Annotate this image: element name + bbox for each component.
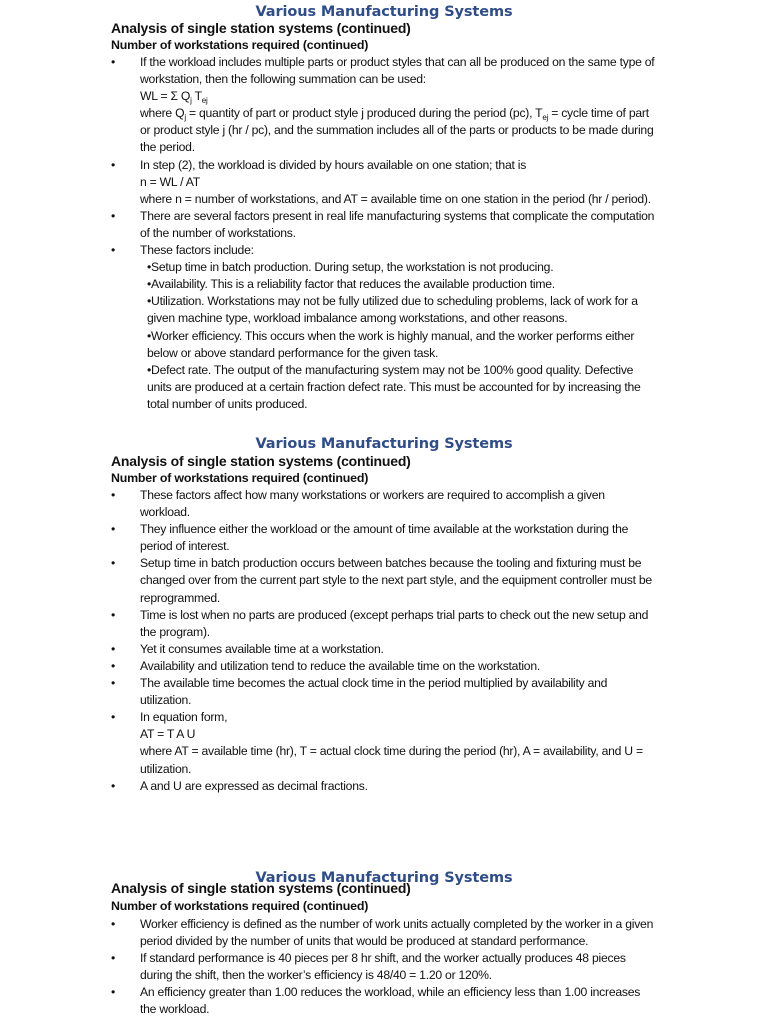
- bullet-icon: •: [111, 556, 116, 571]
- list-item: [111, 157, 671, 208]
- text-line: utilization.: [140, 761, 192, 776]
- text-line: changed over from the current part style to the next part style, and the equipment controller must be: [140, 573, 652, 588]
- list-item: [111, 607, 671, 641]
- text-line: They influence either the workload or the amount of time available at the workstation during the: [140, 522, 629, 537]
- text-line: during the shift, then the worker’s efficiency is 48/40 = 1.20 or 120%.: [140, 968, 492, 983]
- bullet-list: [111, 916, 671, 1019]
- text-line: AT = T A U: [140, 727, 196, 742]
- bullet-icon: •: [111, 985, 116, 1000]
- bullet-list: [111, 487, 671, 795]
- list-item: [111, 916, 671, 950]
- bullet-icon: •: [111, 208, 116, 223]
- factor-item: [140, 293, 671, 327]
- workload-formula: WL = Σ $Q_j$ $T_{ej}$: [140, 89, 208, 106]
- text-line: period divided by the number of units that would be produced at standard performance.: [140, 934, 589, 949]
- text-line: where AT = available time (hr), T = actual clock time during the period (hr), A = availability, and U =: [140, 744, 643, 759]
- text-line: •Setup time in batch production. During setup, the workstation is not producing.: [147, 260, 554, 275]
- text-line: Setup time in batch production occurs between batches because the tooling and fixturing must be: [140, 556, 642, 571]
- list-item: [111, 641, 671, 658]
- text-line: total number of units produced.: [147, 396, 308, 411]
- bullet-icon: •: [111, 522, 116, 537]
- text-line: utilization.: [140, 693, 192, 708]
- text-line: These factors include:: [140, 243, 254, 258]
- text-line: •Defect rate. The output of the manufacturing system may not be 100% good quality. Defective: [147, 362, 634, 377]
- slide-title: Various Manufacturing Systems: [255, 4, 513, 20]
- bullet-icon: •: [111, 641, 116, 656]
- list-item: [111, 555, 671, 606]
- text-line: below or above standard performance for the given task.: [147, 345, 439, 360]
- text-line: Worker efficiency is defined as the number of work units actually completed by the worker in a given: [140, 917, 654, 931]
- text-line: In step (2), the workload is divided by hours available on one station; that is: [140, 157, 527, 172]
- section-heading: Analysis of single station systems (continued): [111, 453, 411, 469]
- text-line: An efficiency greater than 1.00 reduces the workload, while an efficiency less than 1.00 increases: [140, 985, 641, 1000]
- text-line: the program).: [140, 624, 210, 639]
- bullet-icon: •: [111, 488, 116, 502]
- text-line: reprogrammed.: [140, 590, 221, 605]
- factor-item: [140, 362, 671, 413]
- text-line: or product style j (hr / pc), and the summation includes all of the parts or products to be made during: [140, 123, 654, 138]
- bullet-list: [111, 54, 671, 413]
- bullet-icon: •: [111, 55, 116, 69]
- text-line: given machine type, workload imbalance among workstations, and other reasons.: [147, 311, 568, 326]
- list-item: [111, 984, 671, 1018]
- section-heading: Analysis of single station systems (continued): [111, 880, 411, 896]
- list-item: [111, 208, 671, 242]
- text-line: These factors affect how many workstations or workers are required to accomplish a given: [140, 488, 605, 502]
- list-item: [111, 54, 671, 157]
- text-line: There are several factors present in real life manufacturing systems that complicate the computation: [140, 208, 655, 223]
- bullet-icon: •: [111, 676, 116, 691]
- text-line: the period.: [140, 140, 195, 155]
- text-line: of the number of workstations.: [140, 225, 296, 240]
- text-line: •Utilization. Workstations may not be fully utilized due to scheduling problems, lack of work for a: [147, 294, 638, 309]
- text-line: Time is lost when no parts are produced (except perhaps trial parts to check out the new setup and: [140, 607, 649, 622]
- list-item: [111, 675, 671, 709]
- list-item: [111, 242, 671, 413]
- list-item: [111, 778, 671, 795]
- section-subheading: Number of workstations required (continued): [111, 899, 369, 913]
- list-item: [111, 950, 671, 984]
- text-line: The available time becomes the actual clock time in the period multiplied by availability and: [140, 676, 608, 691]
- section-heading: Analysis of single station systems (continued): [111, 20, 411, 36]
- bullet-icon: •: [111, 710, 116, 725]
- text-line: where n = number of workstations, and AT = available time on one station in the period (hr / period).: [140, 191, 651, 206]
- text-line: If standard performance is 40 pieces per 8 hr shift, and the worker actually produces 48 pieces: [140, 951, 626, 966]
- text-line: period of interest.: [140, 539, 230, 554]
- slide-title: Various Manufacturing Systems: [255, 870, 513, 886]
- bullet-icon: •: [111, 917, 116, 931]
- list-item: [111, 658, 671, 675]
- bullet-icon: •: [111, 778, 116, 793]
- factor-item: [140, 259, 671, 276]
- text-line: Yet it consumes available time at a workstation.: [140, 641, 384, 656]
- bullet-icon: •: [111, 243, 116, 258]
- text-line: Availability and utilization tend to reduce the available time on the workstation.: [140, 658, 540, 673]
- text-line: units are produced at a certain fraction defect rate. This must be accounted for by increasing the: [147, 379, 641, 394]
- text-line: the workload.: [140, 1002, 210, 1017]
- factor-item: [140, 328, 671, 362]
- text-line: •Worker efficiency. This occurs when the work is highly manual, and the worker performs either: [147, 328, 635, 343]
- text-line: In equation form,: [140, 710, 228, 725]
- section-subheading: Number of workstations required (continued): [111, 471, 369, 485]
- list-item: [111, 521, 671, 555]
- list-item: [111, 709, 671, 777]
- text-line: workstation, then the following summation can be used:: [140, 72, 426, 87]
- text-line: n = WL / AT: [140, 174, 200, 189]
- text-line: A and U are expressed as decimal fractions.: [140, 778, 368, 793]
- factor-item: [140, 276, 671, 293]
- slide-title: Various Manufacturing Systems: [255, 436, 513, 452]
- formula-definition: where $Q_j$ = quantity of part or product style j produced during the period (pc), $T_{ej}$ = cycle time of part: [140, 106, 649, 123]
- bullet-icon: •: [111, 658, 116, 673]
- bullet-icon: •: [111, 951, 116, 966]
- bullet-icon: •: [111, 607, 116, 622]
- text-line: •Availability. This is a reliability factor that reduces the available production time.: [147, 277, 555, 292]
- section-subheading: Number of workstations required (continued): [111, 38, 369, 52]
- text-line: If the workload includes multiple parts or product styles that can all be produced on the same type of: [140, 55, 655, 69]
- list-item: [111, 487, 671, 521]
- text-line: workload.: [140, 505, 190, 520]
- bullet-icon: •: [111, 157, 116, 172]
